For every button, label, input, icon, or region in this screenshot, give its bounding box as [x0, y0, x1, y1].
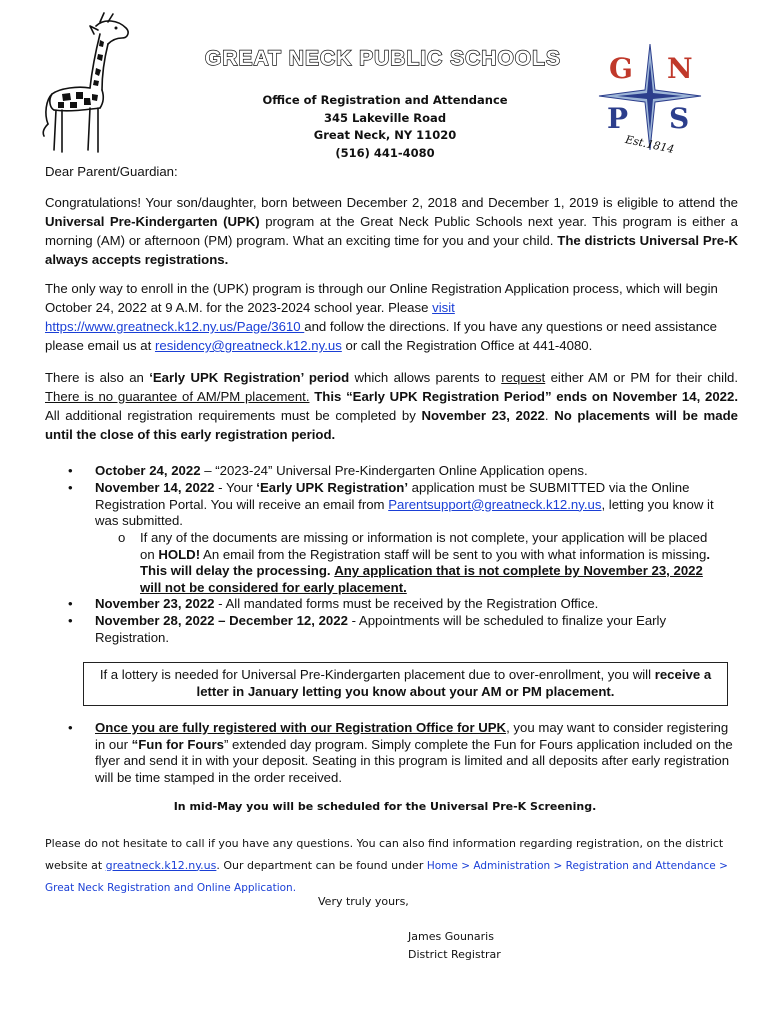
office-name: Office of Registration and Attendance [262, 93, 508, 107]
bullet-icon: • [68, 596, 73, 611]
district-website-link[interactable]: greatneck.k12.ny.us [105, 858, 217, 872]
visit-link[interactable]: visit [432, 300, 455, 315]
sub-bullet-marker: o [118, 530, 126, 545]
office-address-line2: Great Neck, NY 11020 [313, 128, 457, 142]
intro-paragraph: Congratulations! Your son/daughter, born between December 2, 2018 and December 1, 2019 is eligible to attend the Universal Pre-Kindergarten (UPK) program at the Great Neck Public Schools next year. This program is either a morning (AM) or afternoon (PM) program. What an exciting time for you and your child. The districts Universal Pre-K always accepts registrations. [45, 195, 739, 267]
logo-s: S [669, 102, 690, 135]
signer-title: District Registrar [408, 948, 501, 961]
bullet-icon: • [68, 720, 73, 735]
salutation: Dear Parent/Guardian: [45, 164, 178, 179]
logo-g: G [609, 52, 633, 85]
logo-n: N [667, 52, 693, 85]
closing-paragraph: Please do not hesitate to call if you have any questions. You can also find information regarding registration, on the district website at greatneck.k12.ny.us. Our department can be found under Home > Administration > Registration and Attendance > Great Neck Registration and Online Application. [45, 837, 728, 894]
lottery-notice-box: If a lottery is needed for Universal Pre-Kindergarten placement due to over-enrollment, you will receive a letter in January letting you know about your AM or PM placement. [83, 662, 728, 706]
sign-off: Very truly yours, [318, 895, 409, 908]
logo-est: Est.1814 [624, 132, 676, 156]
early-registration-paragraph: There is also an ‘Early UPK Registration’ period which allows parents to request either AM or PM for their child. There is no guarantee of AM/PM placement. This “Early UPK Registration Period” ends on November 14, 2022. All additional registration requirements must be completed by November 23, 2022. No placements will be made until the close of this early registration period. [45, 370, 739, 442]
office-address-block [0, 92, 770, 162]
navigation-path: Home > Administration > Registration and Attendance > Great Neck Registration and Online Application. [45, 859, 728, 894]
residency-email-link[interactable]: residency@greatneck.k12.ny.us [154, 338, 342, 353]
office-phone: (516) 441-4080 [335, 145, 435, 160]
bullet-icon: • [68, 480, 73, 495]
signature-block [408, 928, 501, 964]
enrollment-paragraph: The only way to enroll in the (UPK) program is through our Online Registration Application process, which will begin October 24, 2022 at 9 A.M. for the 2023-2024 school year. Please visit https://www.greatneck.k12.ny.us/Page/3610 and follow the directions. If you have any questions or need assistance please email us at residency@greatneck.k12.ny.us or call the Registration Office at 441-4080. [45, 281, 718, 353]
school-name-title: GREAT NECK PUBLIC SCHOOLS [205, 47, 561, 70]
office-address-line1: 345 Lakeville Road [323, 110, 447, 125]
screening-note: In mid-May you will be scheduled for the Universal Pre-K Screening. [173, 800, 597, 813]
bullet-icon: • [68, 613, 73, 628]
logo-p: P [607, 102, 629, 135]
parentsupport-email-link[interactable]: Parentsupport@greatneck.k12.ny.us [388, 496, 602, 512]
signer-name: James Gounaris [408, 930, 494, 943]
bullet-icon: • [68, 463, 73, 478]
registration-page-link[interactable]: https://www.greatneck.k12.ny.us/Page/3610 [45, 319, 305, 334]
